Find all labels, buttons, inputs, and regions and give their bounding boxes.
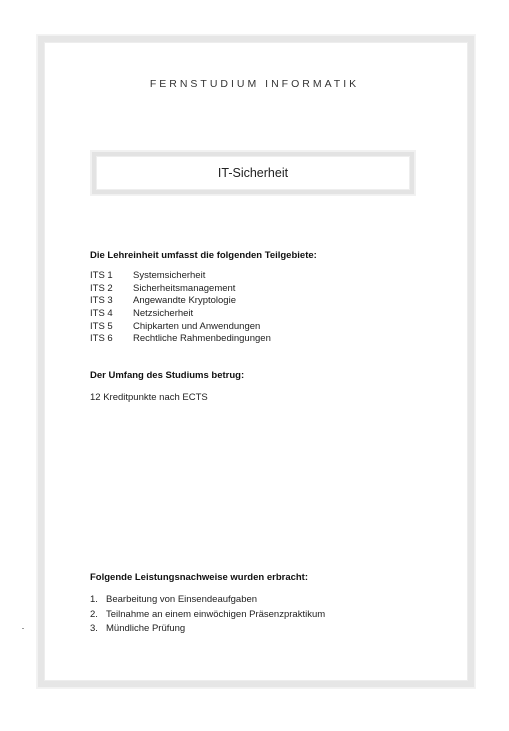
subject-name: Chipkarten und Anwendungen <box>133 320 261 332</box>
achievement-text: Mündliche Prüfung <box>106 623 186 634</box>
page-border-inner <box>44 42 468 681</box>
achievement-number: 1. <box>90 594 98 605</box>
scan-speck <box>22 628 24 629</box>
achievement-number: 2. <box>90 608 98 620</box>
subject-code: ITS 4 <box>90 308 113 320</box>
subject-code: ITS 6 <box>90 333 113 345</box>
achievement-text: Teilnahme an einem einwöchigen Präsenzpraktikum <box>106 608 326 620</box>
subject-code: ITS 5 <box>90 320 113 332</box>
subject-item <box>90 308 271 321</box>
credit-points-text: 12 Kreditpunkte nach ECTS <box>90 392 208 403</box>
achievement-item <box>90 622 325 637</box>
subject-name: Netzsicherheit <box>133 308 194 320</box>
subject-name: Rechtliche Rahmenbedingungen <box>133 333 271 345</box>
achievements-heading: Folgende Leistungsnachweise wurden erbracht: <box>90 572 309 583</box>
subject-name: Sicherheitsmanagement <box>133 282 236 294</box>
subject-name: Systemsicherheit <box>133 270 206 281</box>
subject-code: ITS 1 <box>90 270 113 281</box>
achievement-item <box>90 608 325 623</box>
subject-item <box>90 283 271 296</box>
subject-code: ITS 3 <box>90 295 113 307</box>
subject-item <box>90 321 271 334</box>
document-title: IT-Sicherheit <box>217 166 289 180</box>
subject-code: ITS 2 <box>90 282 113 294</box>
achievements-list <box>90 593 325 637</box>
achievement-number: 3. <box>90 623 98 634</box>
title-box <box>92 152 414 194</box>
subjects-heading: Die Lehreinheit umfasst die folgenden Teilgebiete: <box>90 250 317 261</box>
achievement-text: Bearbeitung von Einsendeaufgaben <box>106 594 258 605</box>
achievement-item <box>90 593 325 608</box>
program-header: FERNSTUDIUM INFORMATIK <box>149 78 360 90</box>
subject-name: Angewandte Kryptologie <box>133 295 236 307</box>
scope-heading: Der Umfang des Studiums betrug: <box>90 370 245 381</box>
subject-item <box>90 270 271 283</box>
subject-item <box>90 333 271 346</box>
subjects-list <box>90 270 271 346</box>
subject-item <box>90 295 271 308</box>
